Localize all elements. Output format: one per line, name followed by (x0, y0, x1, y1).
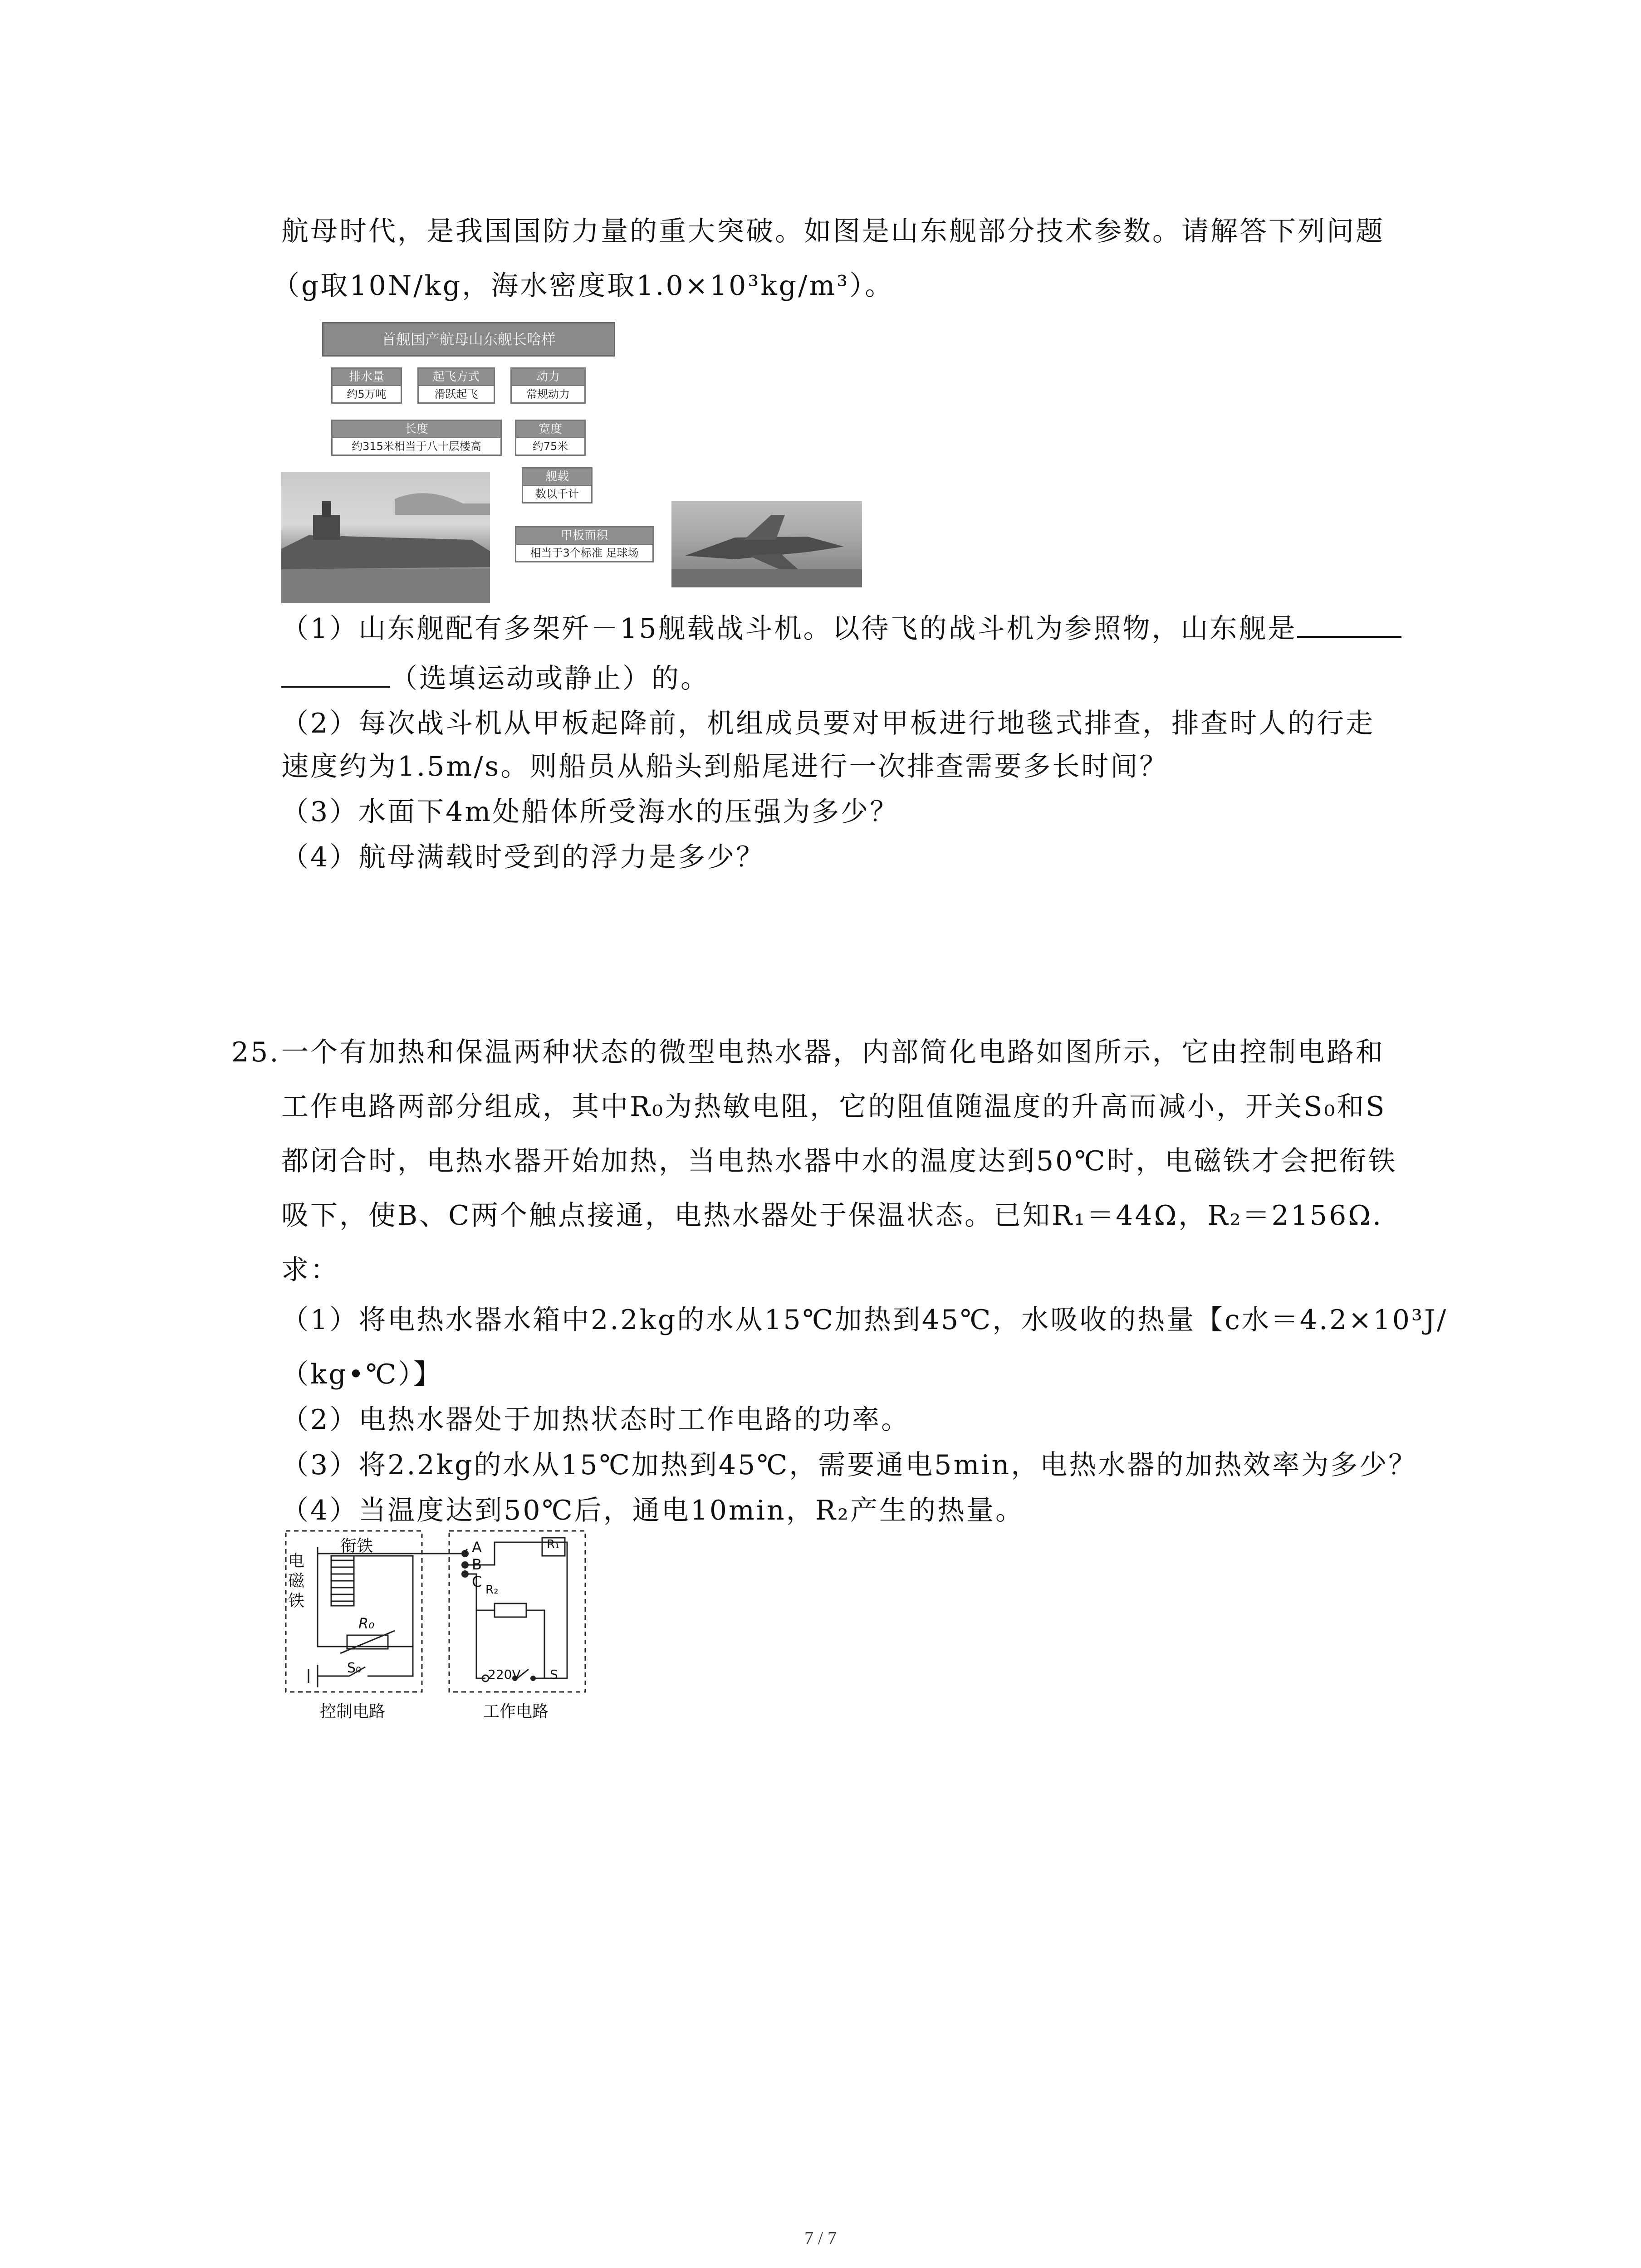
param-key: 宽度 (516, 421, 584, 438)
caption-control-circuit: 控制电路 (320, 1702, 386, 1721)
q25-line1: 一个有加热和保温两种状态的微型电热水器，内部简化电路如图所示，它由控制电路和 (281, 1036, 1385, 1068)
q25-line2: 工作电路两部分组成，其中R₀为热敏电阻，它的阻值随温度的升高而减小，开关S₀和S (281, 1091, 1386, 1123)
label-s0: S₀ (347, 1660, 362, 1676)
param-key: 排水量 (333, 369, 401, 386)
answer-blank-continued[interactable] (281, 658, 390, 688)
q24-sub1-text: （1）山东舰配有多架歼－15舰载战斗机。以待飞的战斗机为参照物，山东舰是 (281, 613, 1297, 645)
param-value: 约75米 (532, 440, 568, 453)
param-key: 舰载 (523, 469, 591, 486)
q24-sub2-line-b: 速度约为1.5m/s。则船员从船头到船尾进行一次排查需要多长时间？ (281, 751, 1169, 782)
q24-sub2-line-a: （2）每次战斗机从甲板起降前，机组成员要对甲板进行地毯式排查，排查时人的行走 (281, 708, 1375, 739)
fighter-jet-icon (671, 501, 862, 587)
q25-sub3: （3）将2.2kg的水从15℃加热到45℃，需要通电5min，电热水器的加热效率为多少？ (281, 1449, 1418, 1481)
q25-sub4: （4）当温度达到50℃后，通电10min，R₂产生的热量。 (281, 1495, 1024, 1526)
carrier-photo (281, 472, 490, 603)
caption-work-circuit: 工作电路 (483, 1702, 549, 1721)
q24-sub1-line-a (281, 608, 1401, 647)
label-electromagnet: 电磁铁 (288, 1552, 305, 1610)
param-displacement (331, 367, 402, 404)
param-value: 常规动力 (526, 388, 570, 401)
label-armature: 衔铁 (340, 1537, 373, 1555)
q24-line1: 航母时代，是我国国防力量的重大突破。如图是山东舰部分技术参数。请解答下列问题 (281, 215, 1385, 247)
q25-sub1-line-a: （1）将电热水器水箱中2.2kg的水从15℃加热到45℃，水吸收的热量【c水＝4.2×10³J/ (281, 1304, 1448, 1336)
param-key: 长度 (333, 421, 500, 438)
param-length (331, 420, 502, 456)
param-key: 甲板面积 (516, 528, 652, 545)
q24-sub4: （4）航母满载时受到的浮力是多少？ (281, 841, 765, 873)
circuit-lines (281, 1529, 590, 1724)
param-aircraft (522, 467, 593, 503)
param-value: 相当于3个标准 足球场 (530, 547, 639, 559)
param-width (515, 420, 586, 456)
q24-sub3: （3）水面下4m处船体所受海水的压强为多少？ (281, 796, 899, 828)
param-value: 滑跃起飞 (434, 388, 478, 401)
q25-line3: 都闭合时，电热水器开始加热，当电热水器中水的温度达到50℃时，电磁铁才会把衔铁 (281, 1145, 1397, 1177)
param-value: 约315米相当于八十层楼高 (352, 440, 481, 453)
answer-blank[interactable] (1297, 608, 1401, 638)
page-number: 7 / 7 (804, 2228, 837, 2248)
param-deck-area (515, 526, 654, 562)
q24-sub1-text-end: （选填运动或静止）的。 (390, 663, 710, 694)
label-r0: R₀ (358, 1615, 375, 1632)
label-s: S (550, 1667, 558, 1682)
q25-line5: 求： (281, 1254, 339, 1286)
q25-sub1-line-b: （kg•℃）】 (281, 1359, 443, 1390)
q25-number: 25. (231, 1036, 280, 1068)
fighter-jet-photo (671, 501, 862, 587)
q24-line2: （g取10N/kg，海水密度取1.0×10³kg/m³）。 (272, 270, 894, 302)
param-key: 动力 (512, 369, 584, 386)
q25-line4: 吸下，使B、C两个触点接通，电热水器处于保温状态。已知R₁＝44Ω，R₂＝2156Ω. (281, 1200, 1383, 1232)
label-a: A (472, 1539, 482, 1556)
label-voltage: 220V (488, 1667, 521, 1682)
q25-sub2: （2）电热水器处于加热状态时工作电路的功率。 (281, 1404, 911, 1436)
label-r1: R₁ (547, 1538, 560, 1551)
infographic-banner: 首舰国产航母山东舰长啥样 (322, 322, 615, 357)
circuit-diagram (281, 1529, 590, 1724)
label-r2: R₂ (485, 1583, 499, 1597)
param-takeoff (417, 367, 495, 404)
param-key: 起飞方式 (419, 369, 494, 386)
param-power (510, 367, 586, 404)
param-value: 数以千计 (535, 488, 579, 500)
q24-sub1-line-b (281, 658, 710, 697)
label-b: B (472, 1556, 482, 1573)
param-value: 约5万吨 (347, 388, 387, 401)
r2-resistor (495, 1603, 526, 1617)
carrier-infographic (281, 318, 871, 599)
carrier-silhouette-icon (281, 472, 490, 603)
label-c: C (472, 1573, 482, 1590)
